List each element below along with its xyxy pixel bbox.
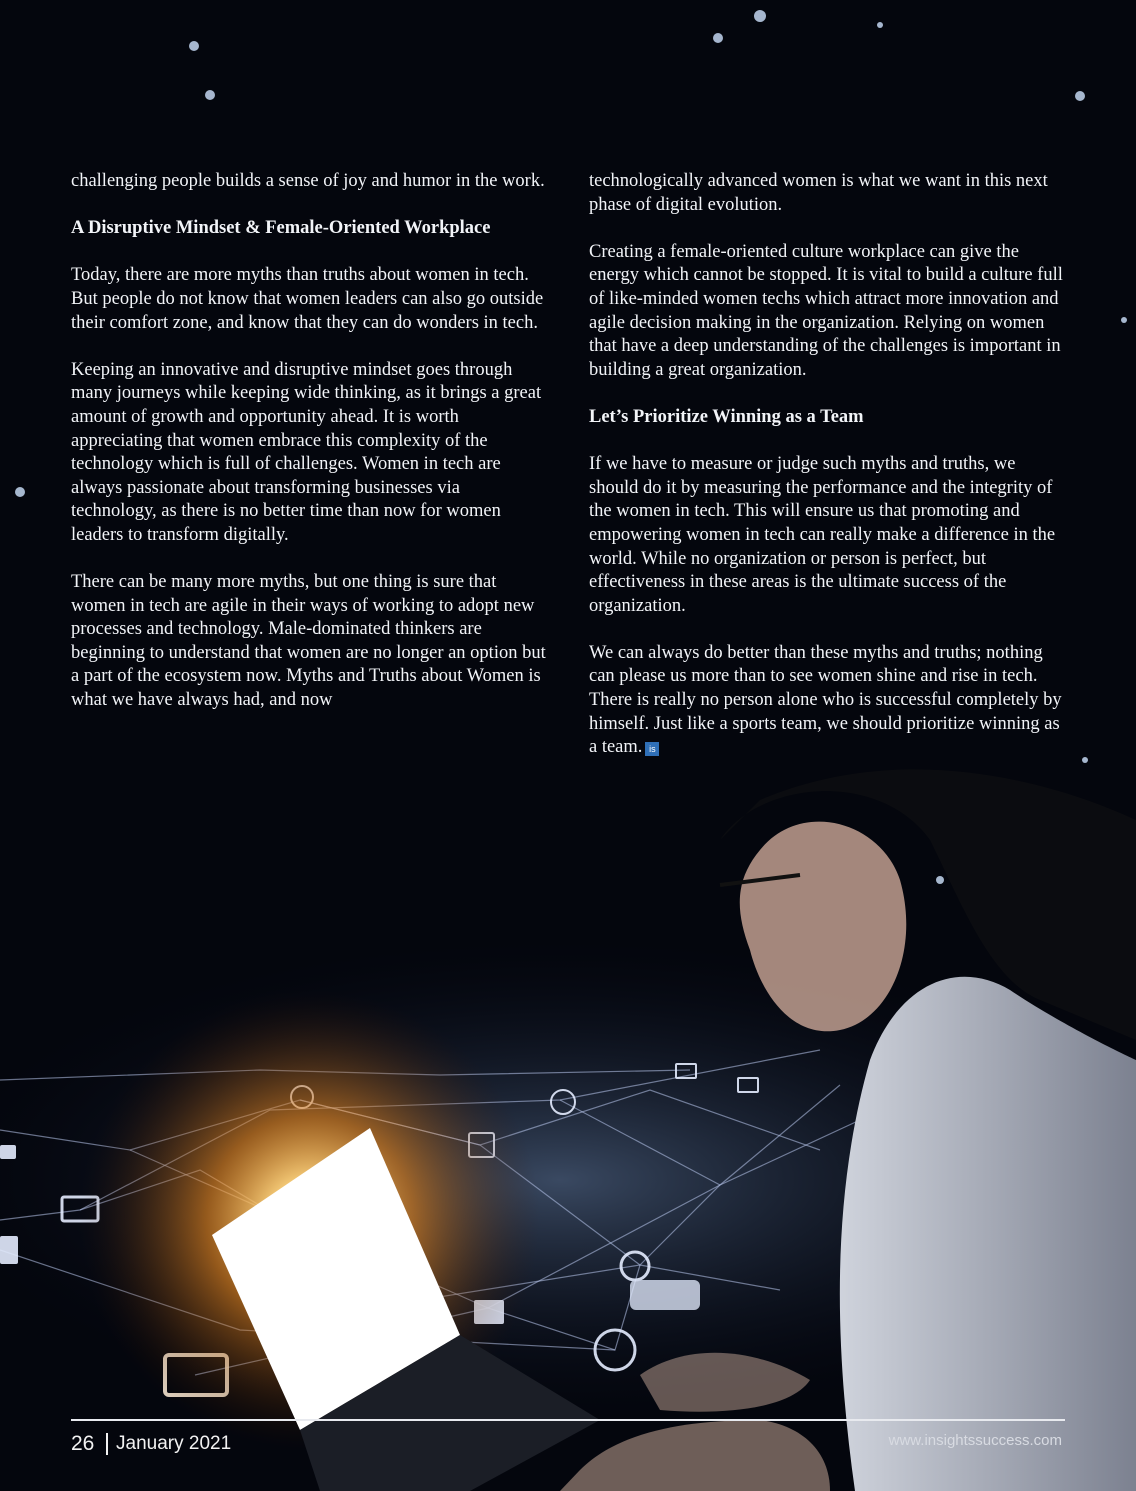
issue-date: January 2021 bbox=[116, 1433, 232, 1454]
paragraph: Keeping an innovative and disruptive mindset goes through many journeys while keeping wide thinking, as it brings a great amount of growth and opportunity ahead. It is worth appreciating that women embrace this complexity of the technology which is full of challenges. Women in tech are always passionate about transforming businesses via technology, as there is no better time than now for women leaders to transform digitally. bbox=[71, 359, 542, 545]
paragraph: There can be many more myths, but one thing is sure that women in tech are agile in their ways of working to adopt new processes and technology. Male-dominated thinkers are beginning to understand that women are no longer an option but a part of the ecosystem now. Myths and Truths about Women is what we have always had, and now bbox=[71, 572, 546, 711]
paragraph: If we have to measure or judge such myths and truths, we should do it by measuring the performance and the integrity of the women in tech. This will ensure us that promoting and empowering women in tech can really make a difference in the world. While no organization or person is perfect, but effectiveness in these areas is the ultimate success of the organization. bbox=[589, 454, 1056, 616]
article-column-left bbox=[71, 170, 549, 736]
paragraph: Today, there are more myths than truths about women in tech. But people do not know that women leaders can also go outside their comfort zone, and know that they can do wonders in tech. bbox=[71, 265, 544, 333]
footer-separator bbox=[106, 1433, 108, 1455]
final-paragraph bbox=[589, 642, 1067, 760]
paragraph: technologically advanced women is what we want in this next phase of digital evolution. bbox=[589, 171, 1048, 215]
section-heading: A Disruptive Mindset & Female-Oriented Workplace bbox=[71, 218, 491, 239]
paragraph: challenging people builds a sense of joy and humor in the work. bbox=[71, 171, 545, 191]
section-heading: Let’s Prioritize Winning as a Team bbox=[589, 406, 864, 427]
website-link[interactable]: www.insightssuccess.com bbox=[888, 1432, 1062, 1449]
article-column-right bbox=[589, 170, 1067, 783]
paragraph: Creating a female-oriented culture workplace can give the energy which cannot be stopped. It is vital to build a culture full of like-minded women techs which attract more innovation and agile decision making in the organization. Relying on women that have a deep understanding of the challenges is important in building a great organization. bbox=[589, 241, 1063, 380]
paragraph-text: We can always do better than these myths and truths; nothing can please us more than to see women shine and rise in tech. There is really no person alone who is successful completely by himself. Just like a sports team, we should prioritize winning as a team. bbox=[589, 642, 1062, 758]
footer-divider bbox=[71, 1419, 1065, 1421]
article-end-icon: is bbox=[645, 742, 659, 756]
page-number: 26 bbox=[71, 1432, 95, 1455]
